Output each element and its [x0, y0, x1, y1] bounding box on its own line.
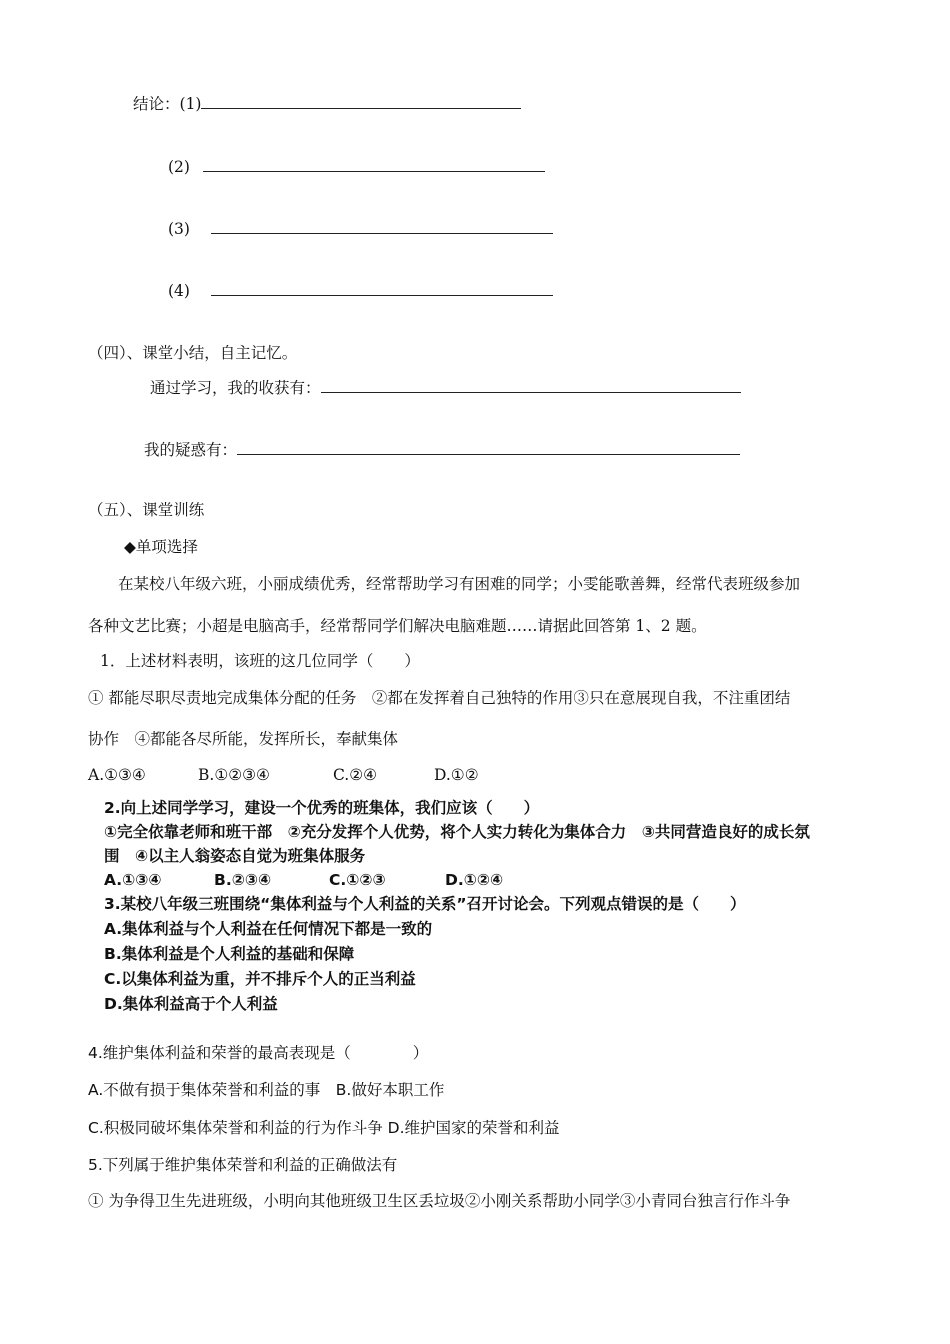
gain-line [150, 378, 741, 398]
conclusion-line-3 [168, 219, 553, 239]
gain-label: 通过学习，我的收获有： [150, 379, 321, 397]
q2-choices-line-1: ①完全依靠老师和班干部 ②充分发挥个人优势，将个人实力转化为集体合力 ③共同营造良好的成长氛 [104, 823, 810, 841]
q1-stem: 1．上述材料表明，该班的这几位同学（ ） [100, 652, 420, 670]
q2-option-c[interactable]: C.①②③ [329, 871, 386, 889]
conclusion-line-4 [168, 281, 553, 301]
q3-option-a[interactable]: A.集体利益与个人利益在任何情况下都是一致的 [104, 920, 433, 938]
q3-stem: 3.某校八年级三班围绕“集体利益与个人利益的关系”召开讨论会。下列观点错误的是（ ） [104, 895, 746, 913]
gain-blank[interactable] [321, 378, 741, 393]
answer-blank[interactable] [203, 157, 545, 172]
q4-options-line-2[interactable]: C.积极同破坏集体荣誉和利益的行为作斗争 D.维护国家的荣誉和利益 [88, 1119, 560, 1137]
q2-choices-line-2: 围 ④以主人翁姿态自觉为班集体服务 [104, 847, 366, 865]
answer-blank[interactable] [201, 94, 521, 109]
q3-option-b[interactable]: B.集体利益是个人利益的基础和保障 [104, 945, 355, 963]
doubt-blank[interactable] [237, 440, 740, 455]
answer-blank[interactable] [211, 219, 553, 234]
conclusion-item-1: (1) [179, 95, 202, 113]
section4-heading: （四）、课堂小结，自主记忆。 [88, 344, 298, 362]
q1-option-d[interactable]: D.①② [434, 766, 479, 784]
q4-options-line-1[interactable]: A.不做有损于集体荣誉和利益的事 B.做好本职工作 [88, 1081, 445, 1099]
conclusion-item-4: (4) [168, 282, 190, 300]
conclusion-line-1 [133, 94, 521, 114]
q1-choices-line-2: 协作 ④都能各尽所能，发挥所长，奉献集体 [88, 730, 399, 748]
q4-stem: 4.维护集体利益和荣誉的最高表现是（ ） [88, 1044, 429, 1062]
section5-subheading: ◆单项选择 [124, 538, 198, 556]
q3-option-c[interactable]: C.以集体利益为重，并不排斥个人的正当利益 [104, 970, 416, 988]
q2-option-b[interactable]: B.②③④ [214, 871, 272, 889]
conclusion-item-3: (3) [168, 220, 190, 238]
q1-option-b[interactable]: B.①②③④ [198, 766, 270, 784]
q5-choices-line-1: ① 为争得卫生先进班级，小明向其他班级卫生区丢垃圾②小刚关系帮助小同学③小青同台独言行作斗争 [88, 1192, 791, 1210]
answer-blank[interactable] [211, 281, 553, 296]
material-line-2: 各种文艺比赛；小超是电脑高手，经常帮同学们解决电脑难题……请据此回答第 1、2 题。 [88, 617, 707, 635]
q3-option-d[interactable]: D.集体利益高于个人利益 [104, 995, 278, 1013]
section5-heading: （五）、课堂训练 [88, 501, 205, 519]
q1-option-c[interactable]: C.②④ [333, 766, 378, 784]
material-line-1: 在某校八年级六班，小丽成绩优秀，经常帮助学习有困难的同学；小雯能歌善舞，经常代表班级参加 [118, 575, 801, 593]
conclusion-label: 结论： [133, 95, 180, 113]
q5-stem: 5.下列属于维护集体荣誉和利益的正确做法有 [88, 1156, 398, 1174]
q1-choices-line-1: ① 都能尽职尽责地完成集体分配的任务 ②都在发挥着自己独特的作用③只在意展现自我，不注重团结 [88, 689, 791, 707]
q2-option-a[interactable]: A.①③④ [104, 871, 162, 889]
conclusion-item-2: (2) [168, 158, 190, 176]
doubt-label: 我的疑惑有： [144, 441, 238, 459]
q2-stem: 2.向上述同学学习，建设一个优秀的班集体，我们应该（ ） [104, 799, 540, 817]
q1-option-a[interactable]: A.①③④ [88, 766, 146, 784]
q2-option-d[interactable]: D.①②④ [445, 871, 504, 889]
conclusion-line-2 [168, 157, 545, 177]
doubt-line [144, 440, 740, 460]
